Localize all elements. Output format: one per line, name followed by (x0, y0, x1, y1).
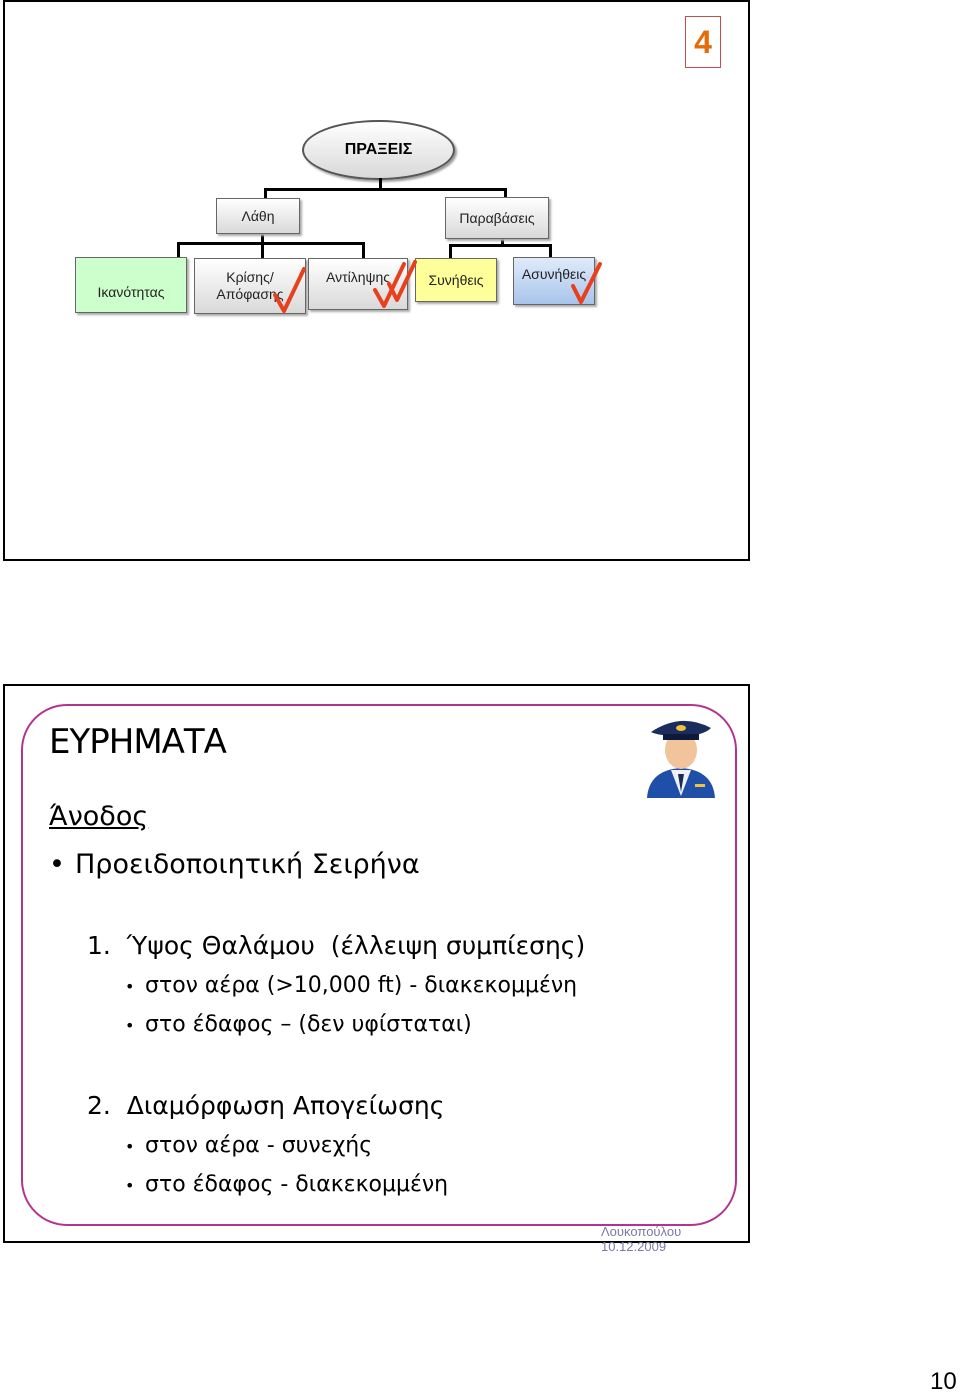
main-bullet (49, 849, 420, 880)
section-subtitle: Άνοδος (49, 801, 149, 832)
slide-findings (3, 684, 750, 1254)
page-number: 10 (930, 1368, 957, 1395)
bullet-icon: • (49, 849, 65, 880)
sub-bullet-text: στο έδαφος - διακεκομμένη (145, 1172, 449, 1197)
main-bullet-text: Προειδοποιητική Σειρήνα (75, 849, 420, 880)
connector-line (177, 242, 365, 245)
root-node-actions: ΠΡΑΞΕΙΣ (302, 120, 455, 180)
numbered-item: 1. Ύψος Θαλάμου (έλλειψη συμπίεσης) (87, 931, 586, 960)
connector-line (177, 242, 180, 257)
sub-bullet (125, 1172, 448, 1197)
bullet-icon: • (125, 976, 135, 996)
connector-line (264, 188, 507, 191)
node-skill: Ικανότητας (75, 257, 187, 313)
sub-bullet-text: στον αέρα (>10,000 ft) - διακεκομμένη (145, 973, 578, 998)
node-violations: Παραβάσεις (445, 197, 549, 239)
slide-number: 4 (685, 16, 721, 68)
sub-bullet-text: στο έδαφος – (δεν υφίσταται) (145, 1012, 472, 1037)
node-exceptional: Ασυνήθεις (513, 257, 595, 305)
check-mark-icon (387, 258, 417, 304)
slide-actions-tree (3, 0, 750, 561)
node-decision: Κρίσης/ Απόφασης (194, 258, 306, 314)
connector-line (449, 244, 452, 258)
bullet-icon: • (125, 1175, 135, 1195)
pilot-icon (641, 712, 721, 802)
sub-bullet (125, 1133, 372, 1158)
node-errors: Λάθη (216, 198, 300, 234)
check-mark-icon (273, 265, 307, 315)
node-routine: Συνήθεις (415, 258, 497, 302)
connector-line (449, 244, 552, 247)
slide-title: ΕΥΡΗΜΑΤΑ (49, 722, 226, 762)
sub-bullet (125, 973, 577, 998)
sub-bullet-text: στον αέρα - συνεχής (145, 1133, 373, 1158)
numbered-item: 2. Διαμόρφωση Απογείωσης (87, 1091, 445, 1120)
bullet-icon: • (125, 1015, 135, 1035)
bullet-icon: • (125, 1136, 135, 1156)
node-perception: Αντίληψης (308, 258, 408, 310)
check-mark-icon (571, 260, 603, 306)
sub-bullet (125, 1012, 472, 1037)
slide-footer: Λουκοπούλου 10.12.2009 (601, 1224, 682, 1254)
connector-line (549, 244, 552, 258)
